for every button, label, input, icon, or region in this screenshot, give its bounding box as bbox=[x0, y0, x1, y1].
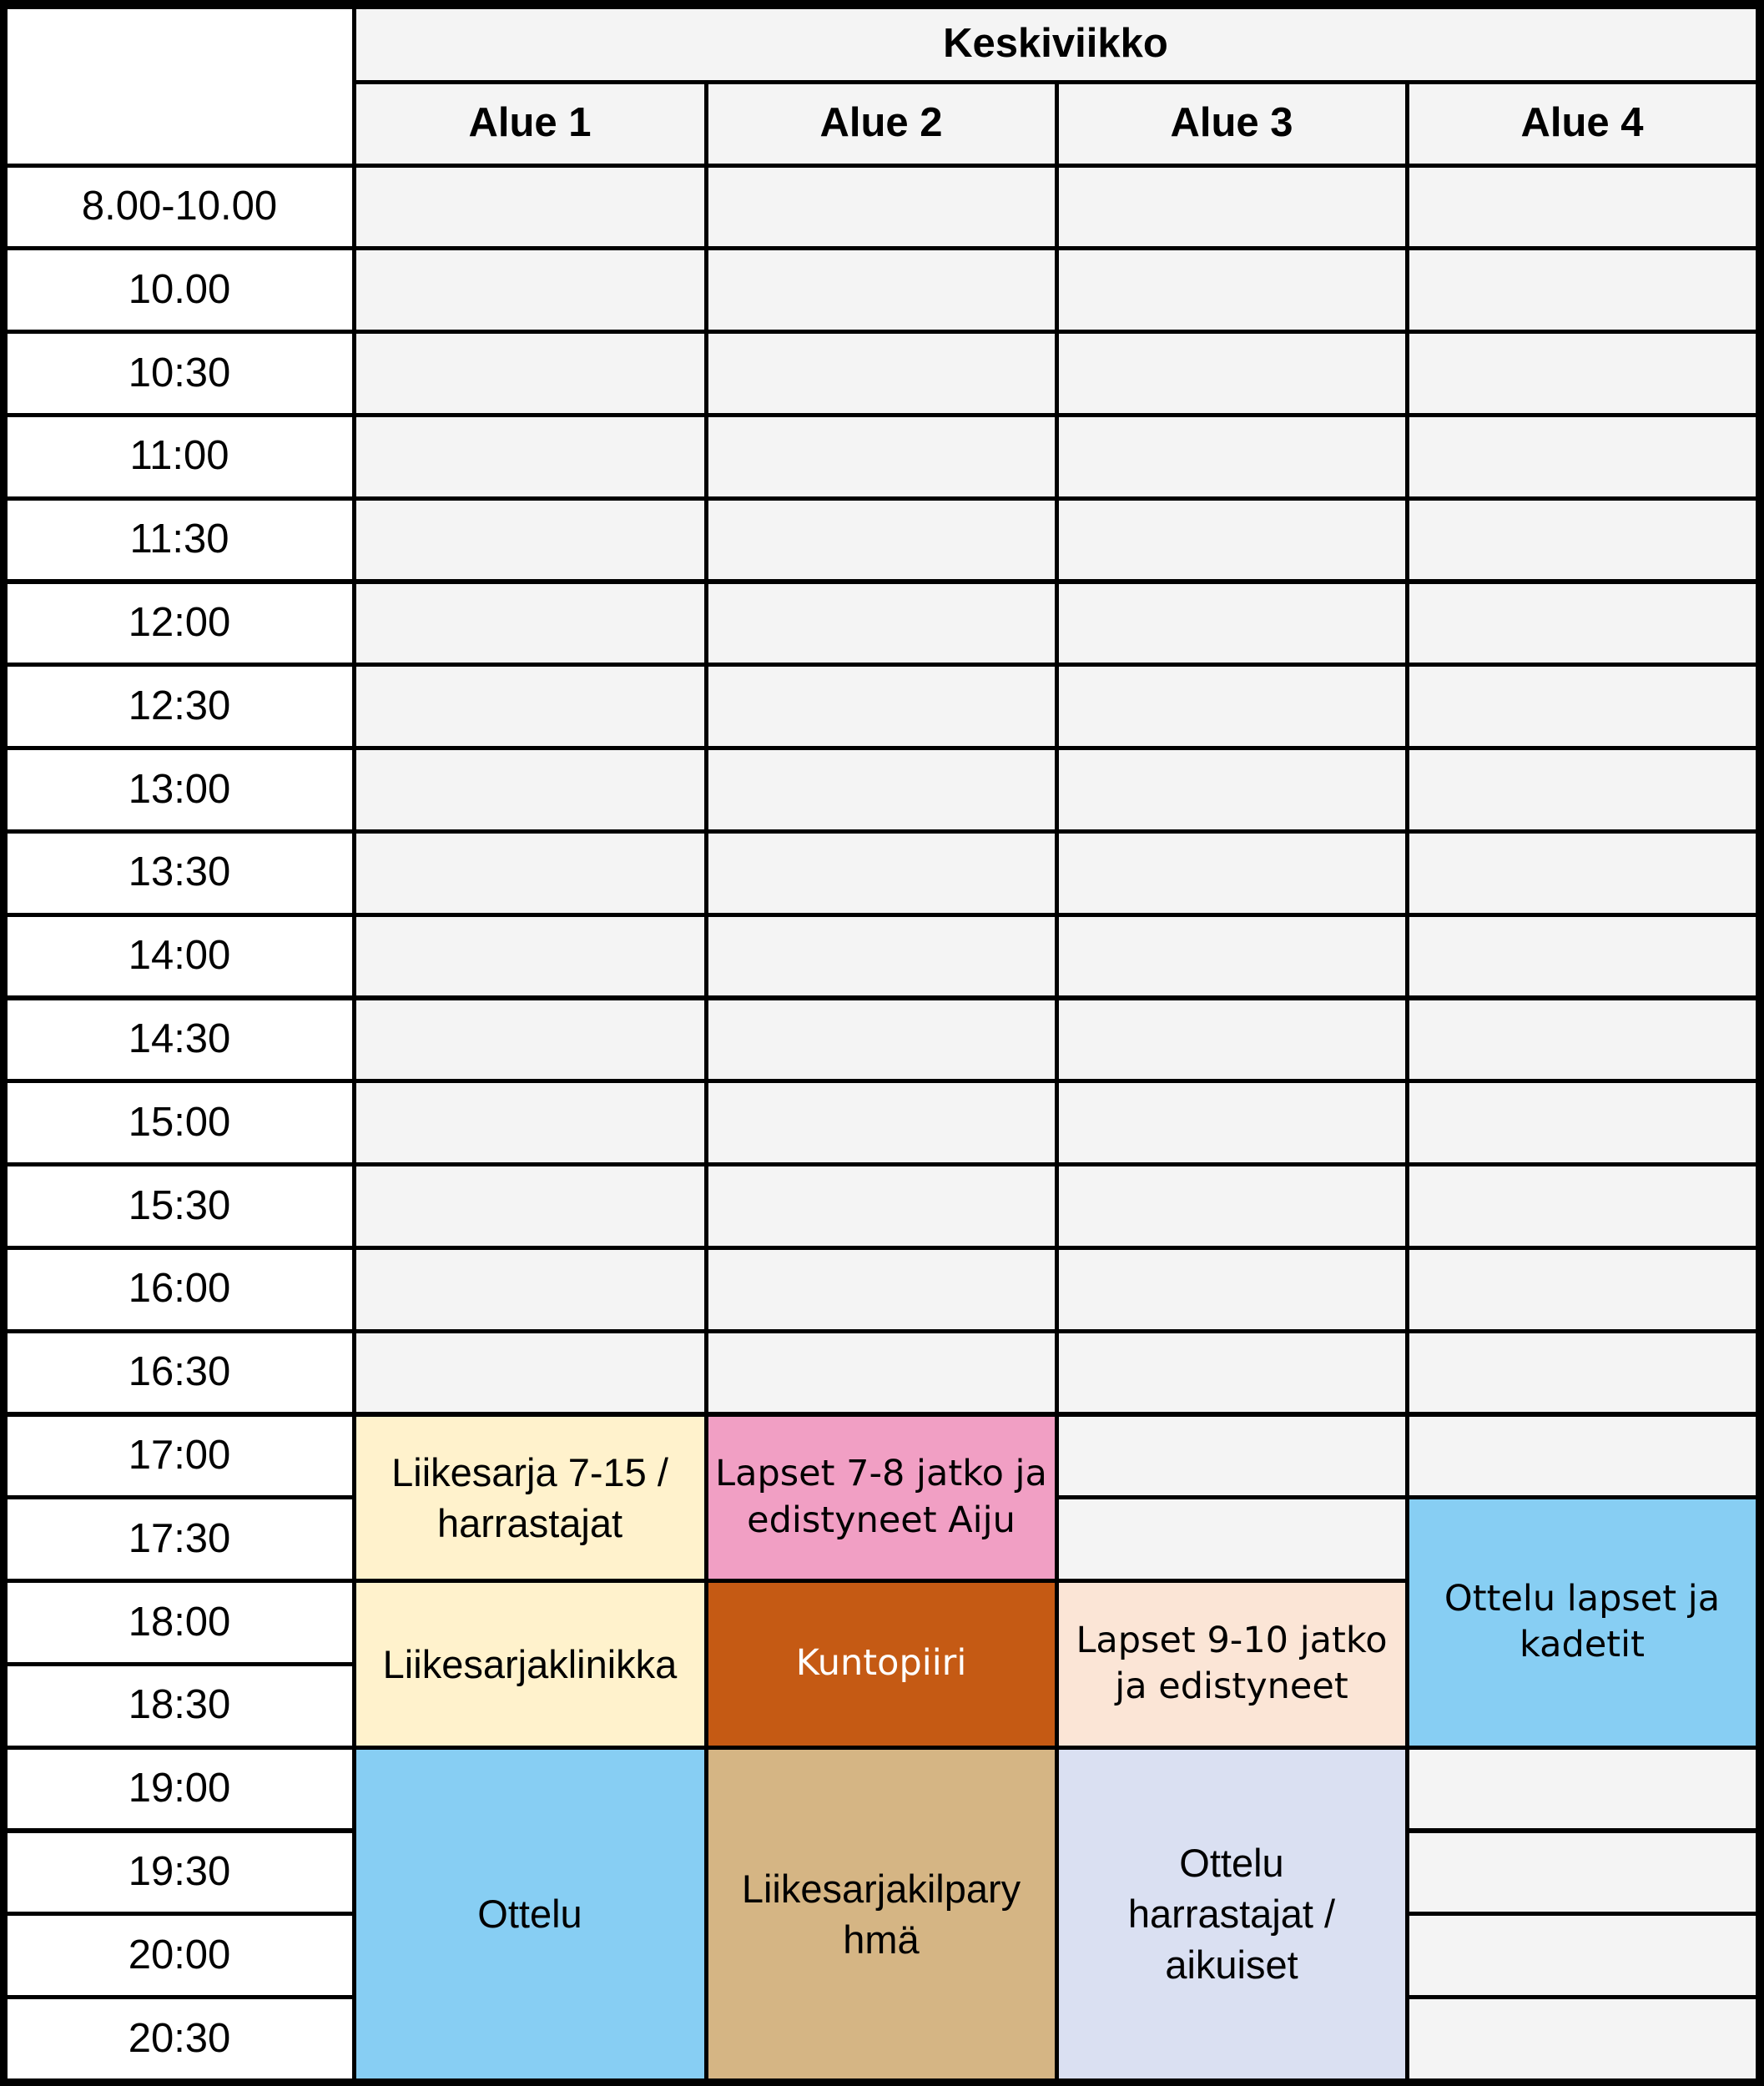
empty-slot[interactable] bbox=[1059, 1250, 1405, 1329]
time-label: 17:00 bbox=[8, 1417, 352, 1496]
empty-slot[interactable] bbox=[356, 1083, 704, 1162]
empty-slot[interactable] bbox=[1409, 1833, 1756, 1912]
empty-slot[interactable] bbox=[356, 917, 704, 996]
empty-slot[interactable] bbox=[708, 1333, 1055, 1413]
empty-slot[interactable] bbox=[708, 501, 1055, 580]
empty-slot[interactable] bbox=[708, 334, 1055, 413]
empty-slot[interactable] bbox=[1409, 750, 1756, 829]
empty-slot[interactable] bbox=[1409, 1999, 1756, 2078]
empty-slot[interactable] bbox=[708, 1000, 1055, 1080]
empty-slot[interactable] bbox=[356, 501, 704, 580]
area-header-2: Alue 2 bbox=[708, 84, 1055, 164]
empty-slot[interactable] bbox=[1059, 750, 1405, 829]
empty-slot[interactable] bbox=[1409, 1166, 1756, 1246]
empty-slot[interactable] bbox=[1059, 334, 1405, 413]
time-label: 20:00 bbox=[8, 1916, 352, 1995]
empty-slot[interactable] bbox=[1059, 501, 1405, 580]
time-label: 15:00 bbox=[8, 1083, 352, 1162]
event-block[interactable]: Ottelu lapset ja kadetit bbox=[1409, 1499, 1756, 1745]
area-header-1: Alue 1 bbox=[356, 84, 704, 164]
empty-slot[interactable] bbox=[1409, 250, 1756, 330]
empty-slot[interactable] bbox=[356, 584, 704, 663]
empty-slot[interactable] bbox=[1409, 1333, 1756, 1413]
day-header: Keskiviikko bbox=[356, 9, 1756, 80]
time-label: 14:00 bbox=[8, 917, 352, 996]
event-block[interactable]: Lapset 9-10 jatko ja edistyneet bbox=[1059, 1583, 1405, 1746]
time-label: 19:30 bbox=[8, 1833, 352, 1912]
empty-slot[interactable] bbox=[708, 1250, 1055, 1329]
area-header-4: Alue 4 bbox=[1409, 84, 1756, 164]
empty-slot[interactable] bbox=[356, 1166, 704, 1246]
empty-slot[interactable] bbox=[356, 168, 704, 247]
empty-slot[interactable] bbox=[1409, 834, 1756, 913]
empty-slot[interactable] bbox=[708, 417, 1055, 496]
empty-slot[interactable] bbox=[356, 1000, 704, 1080]
empty-slot[interactable] bbox=[356, 334, 704, 413]
empty-slot[interactable] bbox=[1409, 584, 1756, 663]
empty-slot[interactable] bbox=[708, 584, 1055, 663]
time-label: 20:30 bbox=[8, 1999, 352, 2078]
time-label: 15:30 bbox=[8, 1166, 352, 1246]
time-label: 14:30 bbox=[8, 1000, 352, 1080]
time-label: 11:30 bbox=[8, 501, 352, 580]
corner-cell bbox=[8, 9, 352, 164]
empty-slot[interactable] bbox=[708, 250, 1055, 330]
empty-slot[interactable] bbox=[1409, 1083, 1756, 1162]
time-label: 13:00 bbox=[8, 750, 352, 829]
empty-slot[interactable] bbox=[356, 834, 704, 913]
event-block[interactable]: Liikesarjakilpary hmä bbox=[708, 1750, 1055, 2078]
empty-slot[interactable] bbox=[1409, 1916, 1756, 1995]
empty-slot[interactable] bbox=[708, 1083, 1055, 1162]
time-label: 19:00 bbox=[8, 1750, 352, 1829]
event-block[interactable]: Liikesarja 7-15 / harrastajat bbox=[356, 1417, 704, 1580]
event-block[interactable]: Lapset 7-8 jatko ja edistyneet Aiju bbox=[708, 1417, 1055, 1580]
empty-slot[interactable] bbox=[356, 750, 704, 829]
time-label: 10.00 bbox=[8, 250, 352, 330]
empty-slot[interactable] bbox=[356, 417, 704, 496]
empty-slot[interactable] bbox=[1059, 1417, 1405, 1496]
empty-slot[interactable] bbox=[1059, 1333, 1405, 1413]
time-label: 13:30 bbox=[8, 834, 352, 913]
empty-slot[interactable] bbox=[356, 1250, 704, 1329]
empty-slot[interactable] bbox=[1059, 250, 1405, 330]
time-label: 10:30 bbox=[8, 334, 352, 413]
area-header-3: Alue 3 bbox=[1059, 84, 1405, 164]
time-label: 8.00-10.00 bbox=[8, 168, 352, 247]
empty-slot[interactable] bbox=[1409, 667, 1756, 746]
time-label: 17:30 bbox=[8, 1499, 352, 1579]
empty-slot[interactable] bbox=[1059, 834, 1405, 913]
empty-slot[interactable] bbox=[1409, 1417, 1756, 1496]
empty-slot[interactable] bbox=[1409, 1000, 1756, 1080]
empty-slot[interactable] bbox=[1059, 667, 1405, 746]
empty-slot[interactable] bbox=[356, 667, 704, 746]
empty-slot[interactable] bbox=[708, 168, 1055, 247]
empty-slot[interactable] bbox=[356, 250, 704, 330]
event-block[interactable]: Ottelu harrastajat / aikuiset bbox=[1059, 1750, 1405, 2078]
empty-slot[interactable] bbox=[1059, 1000, 1405, 1080]
event-block[interactable]: Liikesarjaklinikka bbox=[356, 1583, 704, 1746]
empty-slot[interactable] bbox=[708, 1166, 1055, 1246]
empty-slot[interactable] bbox=[356, 1333, 704, 1413]
time-label: 18:00 bbox=[8, 1583, 352, 1662]
empty-slot[interactable] bbox=[1409, 1250, 1756, 1329]
empty-slot[interactable] bbox=[1409, 168, 1756, 247]
empty-slot[interactable] bbox=[1059, 168, 1405, 247]
time-label: 12:00 bbox=[8, 584, 352, 663]
time-label: 16:30 bbox=[8, 1333, 352, 1413]
empty-slot[interactable] bbox=[708, 750, 1055, 829]
time-label: 11:00 bbox=[8, 417, 352, 496]
empty-slot[interactable] bbox=[1059, 1499, 1405, 1579]
empty-slot[interactable] bbox=[1059, 917, 1405, 996]
empty-slot[interactable] bbox=[1409, 917, 1756, 996]
empty-slot[interactable] bbox=[1059, 417, 1405, 496]
time-label: 12:30 bbox=[8, 667, 352, 746]
empty-slot[interactable] bbox=[1059, 1166, 1405, 1246]
empty-slot[interactable] bbox=[1409, 1750, 1756, 1829]
event-block[interactable]: Ottelu bbox=[356, 1750, 704, 2078]
empty-slot[interactable] bbox=[1409, 501, 1756, 580]
empty-slot[interactable] bbox=[708, 834, 1055, 913]
time-label: 18:30 bbox=[8, 1666, 352, 1746]
empty-slot[interactable] bbox=[708, 917, 1055, 996]
event-block[interactable]: Kuntopiiri bbox=[708, 1583, 1055, 1746]
empty-slot[interactable] bbox=[1059, 1083, 1405, 1162]
empty-slot[interactable] bbox=[708, 667, 1055, 746]
empty-slot[interactable] bbox=[1409, 417, 1756, 496]
empty-slot[interactable] bbox=[1059, 584, 1405, 663]
time-label: 16:00 bbox=[8, 1250, 352, 1329]
empty-slot[interactable] bbox=[1409, 334, 1756, 413]
